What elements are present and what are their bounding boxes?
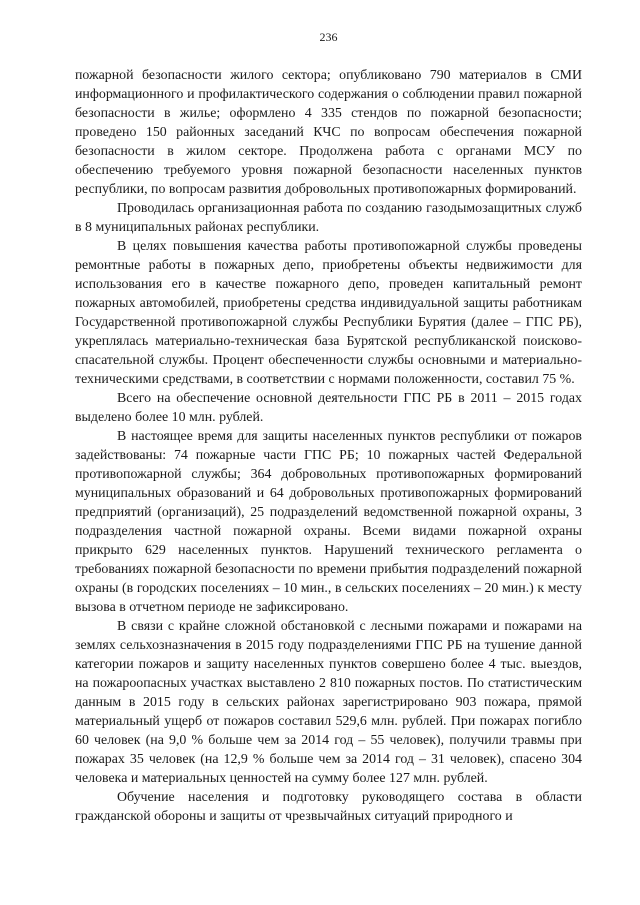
paragraph-civil-defense-training: Обучение населения и подготовку руководящего состава в области гражданской обороны и защиты от чрезвычайных ситуаций природного и <box>75 790 582 824</box>
paragraph-continuation: пожарной безопасности жилого сектора; опубликовано 790 материалов в СМИ информационного и профилактического содержания о соблюдении правил пожарной безопасности в жилье; оформлено 4 335 стендов по пожарной безопасности; проведено 150 районных заседаний КЧС по вопросам обеспечения пожарной безопасности в жилом секторе. Продолжена работа с органами МСУ по обеспечению требуемого уровня пожарной безопасности населенных пунктов республики, по вопросам развития добровольных противопожарных формирований. <box>75 68 582 197</box>
document-page <box>75 30 582 826</box>
paragraph-funding: Всего на обеспечение основной деятельности ГПС РБ в 2011 – 2015 годах выделено более 10 млн. рублей. <box>75 391 582 425</box>
paragraph-wildfires-2015: В связи с крайне сложной обстановкой с лесными пожарами и пожарами на землях сельхозназначения в 2015 году подразделениями ГПС РБ на тушение данной категории пожаров и защиту населенных пунктов совершено более 4 тыс. выездов, на пожароопасных участках выставлено 2 810 пожарных постов. По статистическим данным в 2015 году в сельских районах зарегистрировано 903 пожара, прямой материальный ущерб от пожаров составил 529,6 млн. рублей. При пожарах погибло 60 человек (на 9,0 % больше чем за 2014 год – 55 человек), получили травмы при пожарах 35 человек (на 12,9 % больше чем за 2014 год – 31 человек), спасено 304 человека и материальных ценностей на сумму более 127 млн. рублей. <box>75 619 582 786</box>
paragraph-service-quality: В целях повышения качества работы противопожарной службы проведены ремонтные работы в пожарных депо, приобретены объекты недвижимости для использования его в качестве пожарного депо, проведен капитальный ремонт пожарных автомобилей, приобретены средства индивидуальной защиты работникам Государственной противопожарной службы Республики Бурятия (далее – ГПС РБ), укреплялась материально-техническая база Бурятской республиканской поисково-спасательной службы. Процент обеспеченности службы основными и материально-техническими средствами, в соответствии с нормами положенности, составил 75 %. <box>75 239 582 387</box>
paragraph-gas-smoke-services: Проводилась организационная работа по созданию газодымозащитных служб в 8 муниципальных районах республики. <box>75 201 582 235</box>
paragraph-fire-protection-units: В настоящее время для защиты населенных пунктов республики от пожаров задействованы: 74 пожарные части ГПС РБ; 10 пожарных частей Федеральной противопожарной службы; 364 добровольных противопожарных формирований муниципальных образований и 64 добровольных противопожарных формирований предприятий (организаций), 25 подразделений ведомственной пожарной охраны, 3 подразделения частной пожарной охраны. Всеми видами пожарной охраны прикрыто 629 населенных пунктов. Нарушений технического регламента о требованиях пожарной безопасности по времени прибытия подразделений пожарной охраны (в городских поселениях – 10 мин., в сельских поселениях – 20 мин.) к месту вызова в отчетном периоде не зафиксировано. <box>75 429 582 615</box>
page-number: 236 <box>319 30 338 44</box>
